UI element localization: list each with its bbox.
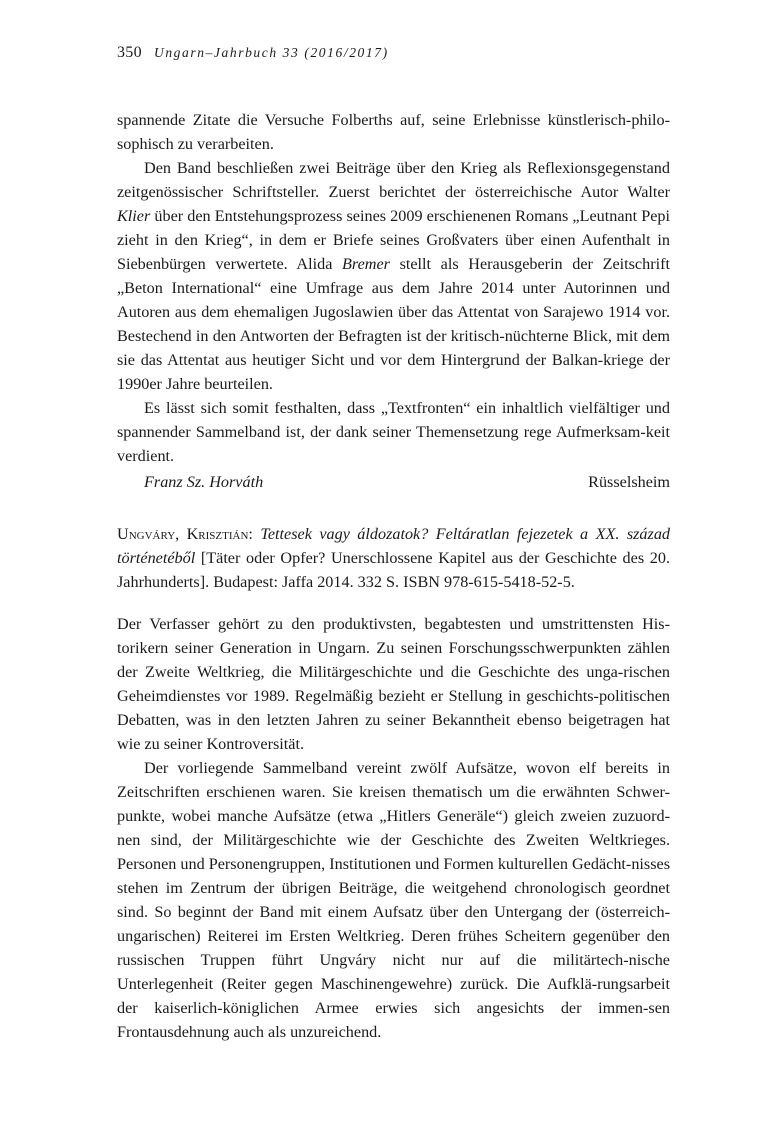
book-author: Ungváry, Krisztián: — [117, 525, 253, 543]
paragraph: Den Band beschließen zwei Beiträge über den Krieg als Reflexionsgegenstand zeitgenössischer Schriftsteller. Zuerst berichtet der österreichische Autor Walter Klier über den Entstehungsprozess seines 2009 erschienenen Romans „Leutnant Pepi zieht in den Krieg“, in dem er Briefe seines Großvaters über einen Aufenthalt in Siebenbürgen verwertete. Alida Bremer stellt als Herausgeberin der Zeitschrift „Beton International“ eine Umfrage aus dem Jahre 2014 unter Autorinnen und Autoren aus dem ehemaligen Jugoslawien über das Attentat von Sarajewo 1914 vor. Bestechend in den Antworten der Befragten ist der kritisch-nüchterne Blick, mit dem sie das Attentat aus heutiger Sicht und vor dem Hintergrund der Balkan-kriege der 1990er Jahre beurteilen. — [117, 159, 670, 393]
review-two-citation — [117, 522, 670, 594]
paragraph: Es lässt sich somit festhalten, dass „Textfronten“ ein inhaltlich vielfältiger und spannender Sammelband ist, der dank seiner Themensetzung rege Aufmerksam-keit verdient. — [117, 399, 670, 465]
author-name: Klier — [117, 207, 151, 225]
book-details: [Täter oder Opfer? Unerschlossene Kapitel aus der Geschichte des 20. Jahrhunderts]. Budapest: Jaffa 2014. 332 S. ISBN 978-615-5418-52-5. — [117, 549, 670, 591]
author-name: Bremer — [342, 255, 390, 273]
bibliographic-reference — [117, 522, 670, 594]
review-two-body — [117, 612, 670, 1044]
running-header — [117, 44, 389, 62]
book-title: Tettesek vagy áldozatok? Feltáratlan fejezetek a XX. század történetéből — [117, 525, 671, 567]
reviewer-signature — [117, 470, 670, 494]
review-one-conclusion — [117, 108, 670, 494]
paragraph: Der vorliegende Sammelband vereint zwölf Aufsätze, wovon elf bereits in Zeitschriften erschienen waren. Sie kreisen thematisch um die erwähnten Schwer-punkte, wobei manche Aufsätze (etwa „Hitlers Generäle“) gleich zweien zuzuord-nen sind, der Militärgeschichte wie der Geschichte des Zweiten Weltkrieges. Personen und Personengruppen, Institutionen und Formen kulturellen Gedächt-nisses stehen im Zentrum der übrigen Beiträge, die weitgehend chronologisch geordnet sind. So beginnt der Band mit einem Aufsatz über den Untergang der (österreich-ungarischen) Reiterei im Ersten Weltkrieg. Deren frühes Scheitern gegenüber den russischen Truppen führt Ungváry nicht nur auf die militärtech-nische Unterlegenheit (Reiter gegen Maschinengewehre) zurück. Die Aufklä-rungsarbeit der kaiserlich-königlichen Armee erwies sich angesichts der immen-sen Frontausdehnung auch als unzureichend. — [117, 759, 670, 1041]
journal-title: Ungarn–Jahrbuch 33 (2016/2017) — [153, 45, 389, 60]
reviewer-name: Franz Sz. Horváth — [144, 473, 264, 491]
reviewer-location: Rüsselsheim — [588, 473, 670, 491]
paragraph: Der Verfasser gehört zu den produktivsten, begabtesten und umstrittensten His-torikern seiner Generation in Ungarn. Zu seinen Forschungsschwerpunkten zählen der Zweite Weltkrieg, die Militärgeschichte und die Geschichte des unga-rischen Geheimdienstes vor 1989. Regelmäßig bezieht er Stellung in geschichts-politischen Debatten, was in den letzten Jahren zu seiner Bekanntheit ebenso beigetragen hat wie zu seiner Kontroversität. — [117, 615, 670, 753]
page-number: 350 — [117, 44, 142, 61]
paragraph: spannende Zitate die Versuche Folberths auf, seine Erlebnisse künstlerisch-philo-sophisch zu verarbeiten. — [117, 111, 670, 153]
